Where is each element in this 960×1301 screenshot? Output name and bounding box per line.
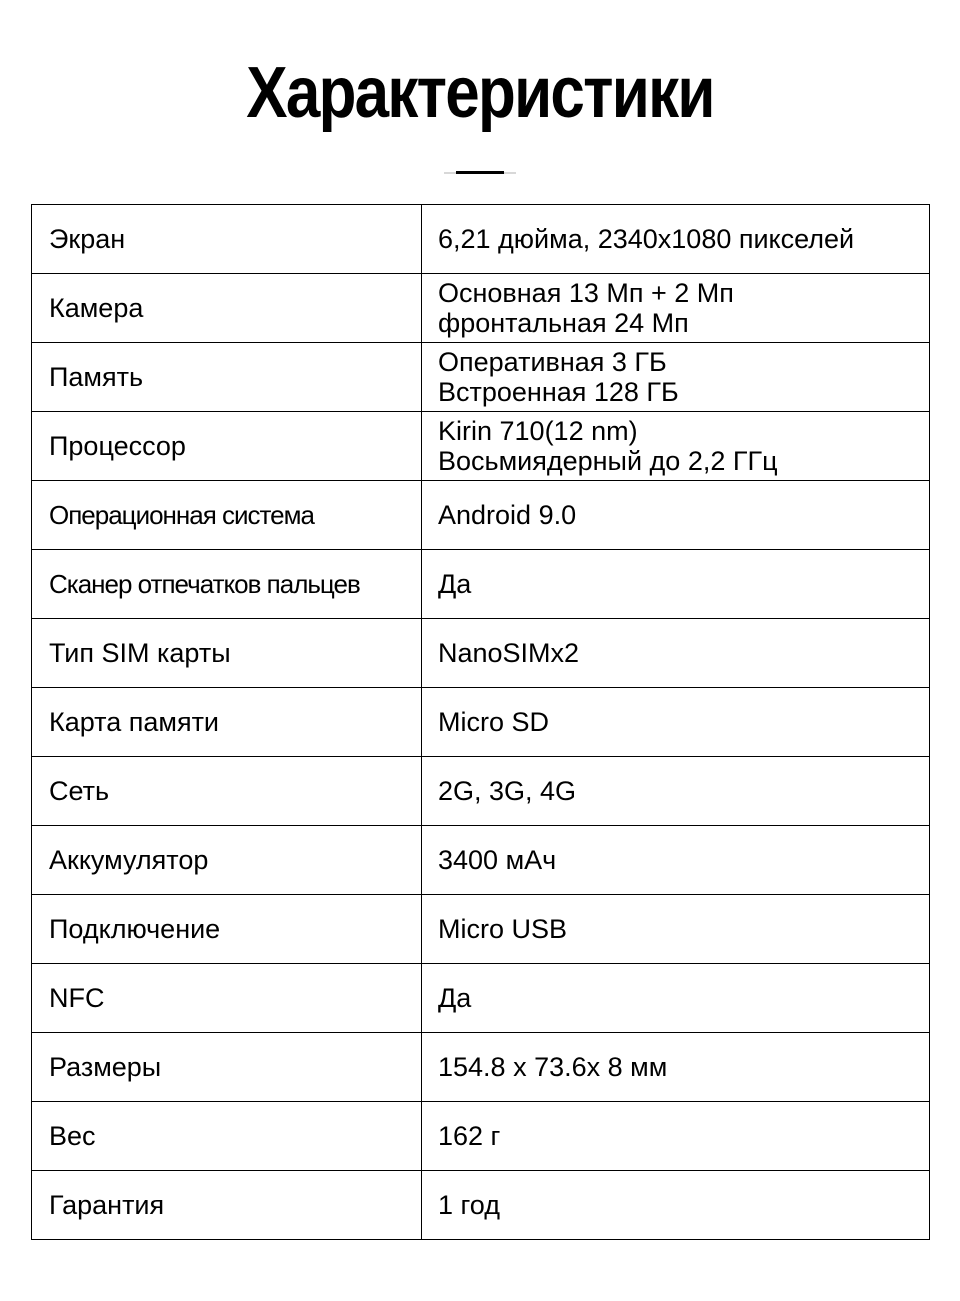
specs-table [31,204,930,1240]
spec-value-line: 1 год [438,1190,500,1220]
spec-label: Экран [32,205,422,274]
table-row [32,412,930,481]
specs-table-body [32,205,930,1240]
spec-label: Аккумулятор [32,826,422,895]
spec-value [422,1102,930,1171]
spec-value [422,550,930,619]
spec-label: Операционная система [32,481,422,550]
table-row [32,550,930,619]
spec-value [422,205,930,274]
spec-label: Память [32,343,422,412]
spec-value [422,826,930,895]
spec-value-line: 6,21 дюйма, 2340x1080 пикселей [438,224,855,254]
spec-value-line: 3400 мАч [438,845,557,875]
spec-label: Тип SIM карты [32,619,422,688]
spec-value-line: Android 9.0 [438,500,577,530]
spec-value-line: Micro SD [438,707,550,737]
table-row [32,1171,930,1240]
spec-label: NFC [32,964,422,1033]
table-row [32,895,930,964]
spec-value [422,964,930,1033]
spec-value [422,274,930,343]
spec-value-line: фронтальная 24 Мп [438,308,689,338]
table-row [32,826,930,895]
spec-label: Сканер отпечатков пальцев [32,550,422,619]
spec-value [422,619,930,688]
spec-label: Камера [32,274,422,343]
spec-value-line: 154.8 x 73.6x 8 мм [438,1052,668,1082]
table-row [32,619,930,688]
spec-value [422,1033,930,1102]
spec-value-line: Micro USB [438,914,568,944]
spec-value-line: Встроенная 128 ГБ [438,377,679,407]
spec-value [422,757,930,826]
table-row [32,1033,930,1102]
spec-label: Процессор [32,412,422,481]
table-row [32,757,930,826]
spec-label: Подключение [32,895,422,964]
spec-label: Размеры [32,1033,422,1102]
spec-label: Карта памяти [32,688,422,757]
spec-value-line: 2G, 3G, 4G [438,776,577,806]
spec-value [422,688,930,757]
spec-label: Сеть [32,757,422,826]
spec-value [422,412,930,481]
spec-value-line: Основная 13 Мп + 2 Мп [438,278,734,308]
spec-value [422,481,930,550]
title-divider-accent [456,171,504,174]
spec-value-line: Да [438,983,472,1013]
table-row [32,688,930,757]
spec-label: Вес [32,1102,422,1171]
spec-label: Гарантия [32,1171,422,1240]
table-row [32,274,930,343]
table-row [32,1102,930,1171]
spec-value [422,343,930,412]
spec-value [422,895,930,964]
title-divider [444,172,516,174]
spec-value-line: Kirin 710(12 nm) [438,416,638,446]
spec-value-line: NanoSIMx2 [438,638,580,668]
table-row [32,481,930,550]
spec-value-line: Оперативная 3 ГБ [438,347,667,377]
table-row [32,964,930,1033]
spec-value-line: Восьмиядерный до 2,2 ГГц [438,446,778,476]
page-title: Характеристики [246,53,714,133]
spec-value-line: 162 г [438,1121,501,1151]
table-row [32,205,930,274]
spec-value [422,1171,930,1240]
spec-value-line: Да [438,569,472,599]
table-row [32,343,930,412]
